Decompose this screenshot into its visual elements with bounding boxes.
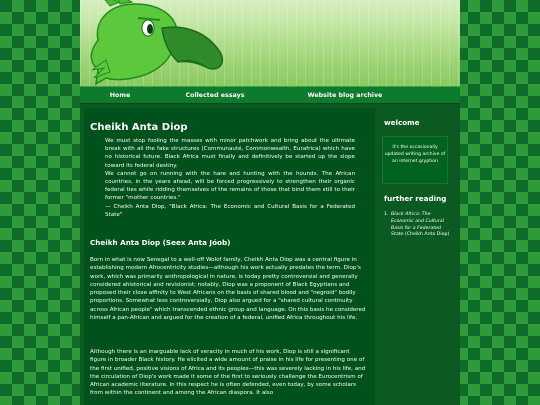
epigraph-quote — [105, 137, 355, 219]
further-reading-list — [384, 212, 452, 239]
welcome-text: it's the occasionally updated writing archive of an internet gryphon — [384, 145, 446, 164]
main-navigation — [80, 86, 460, 104]
header-banner — [80, 0, 460, 86]
nav-home-link[interactable]: Home — [109, 91, 131, 99]
body-paragraph: Born in what is now Senegal to a well-off Wolof family, Cheikh Anta Diop was a central figure in establishing modern Afrocentricity studies—although his work actually predates the term. Diop's work, which was primarily anthropological in nature, is today pretty controversial and generally considered ahistorical and revisionist; notably, Diop was a proponent of Black Egyptians and proposed their close affinity to West Africans on the basis of shared blood and "negroid" bodily proportions. Somewhat less controversially, Diop also argued for a "shared cultural continuity across African people" which transcended ethnic group and language. On this basis he considered himself a pan-African and argued for the creation of a federal, unified Africa throughout his life. — [90, 257, 366, 322]
reading-item-author: (Cheikh Anta Diop) — [404, 232, 450, 238]
quote-paragraph: We cannot go on running with the hare and hunting with the hounds. The African countries, in the years ahead, will be forced progressively to strengthen their organic federal ties while ridding themselves of the remains of those that bind them still to their former "mother countries." — [105, 170, 355, 202]
gryphon-mascot-icon — [80, 0, 280, 86]
reading-item-number: 1. — [384, 212, 389, 217]
nav-blog-archive-link[interactable]: Website blog archive — [307, 91, 383, 99]
main-content — [84, 108, 375, 405]
sidebar — [378, 108, 456, 405]
quote-paragraph: We must stop fooling the masses with minor patchwork and bring about the ultimate break with all the fake structures (Communauté, Commonwealth, Eurafrica) which have no historical future. Black Africa must finally and definitively be started up the slope toward its federal destiny. — [105, 138, 355, 169]
nav-collected-essays-link[interactable]: Collected essays — [185, 91, 245, 99]
welcome-box — [382, 136, 448, 184]
section-heading: Cheikh Anta Diop (Seex Anta Jóob) — [90, 238, 231, 247]
further-reading-heading: further reading — [384, 194, 447, 203]
page-title: Cheikh Anta Diop — [90, 122, 188, 133]
body-paragraph: Although there is an inarguable lack of veracity in much of his work, Diop is still a significant figure in broader Black history. He elicited a wide amount of praise in his life for presenting one of the first unified, positive visions of Africa and its peoples—this was severely lacking in his life, and the circulation of Diop's work made it some of the first to seriously challenge the Eurocentrism of African academic literature. In this respect he is often defended, even today, by some scholars from within the continent and among the African diaspora. It also — [90, 349, 366, 397]
reading-item — [384, 212, 452, 239]
quote-attribution: — Cheikh Anta Diop, "Black Africa: The Economic and Cultural Basis for a Federated State" — [105, 203, 355, 218]
welcome-heading: welcome — [384, 118, 420, 127]
reading-item-link[interactable]: Black Africa: The Economic and Cultural Basis for a Federated State — [391, 212, 444, 238]
